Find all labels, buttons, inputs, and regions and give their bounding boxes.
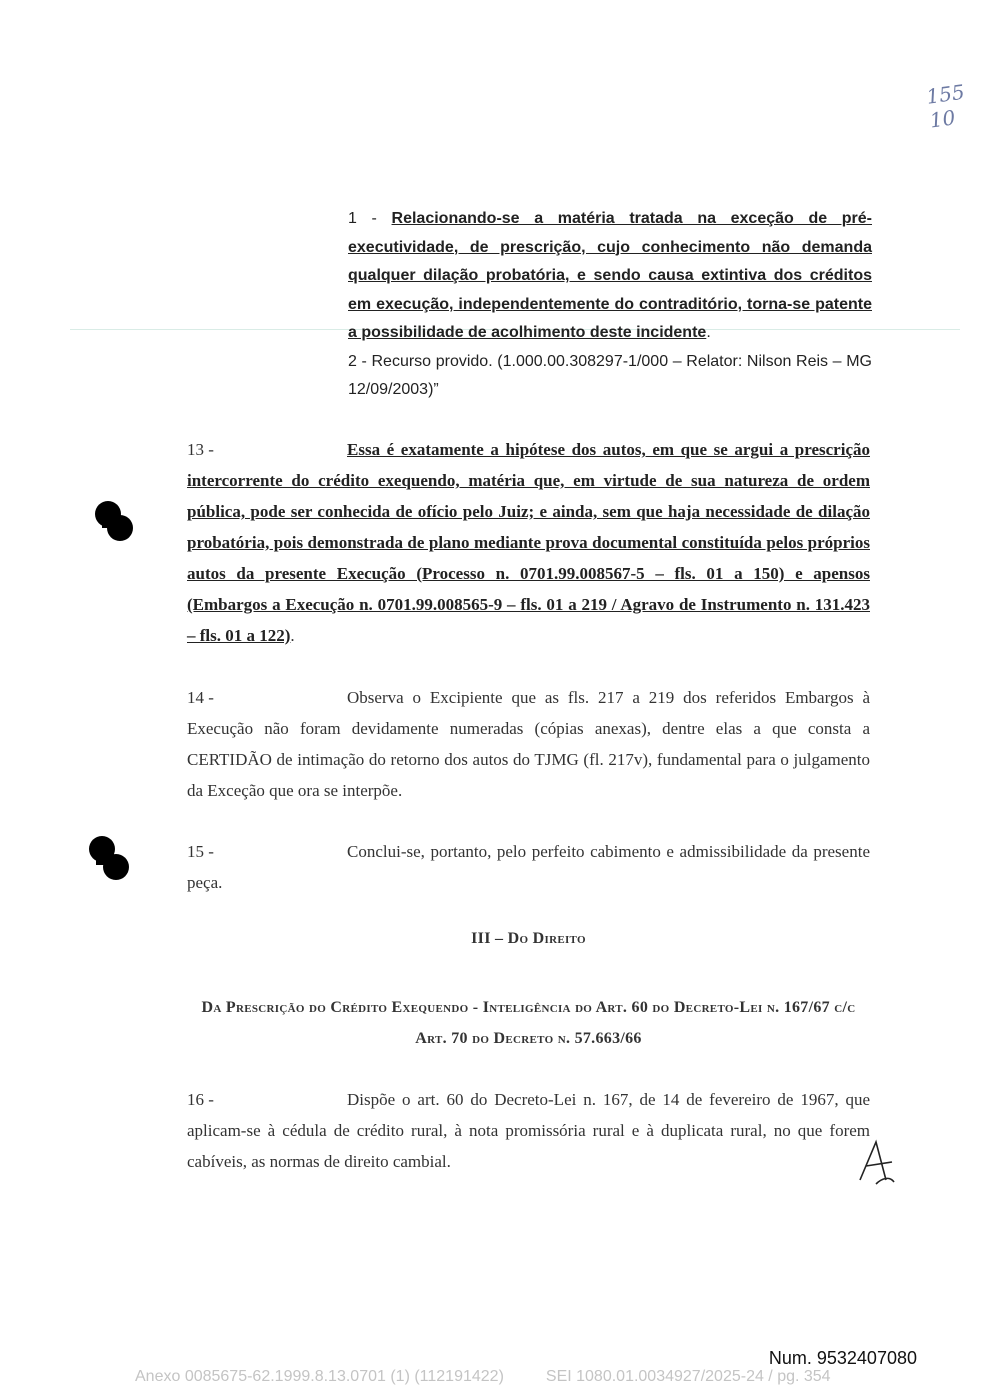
paragraph-number: 14 - (187, 688, 214, 707)
paragraph-15 (187, 836, 870, 898)
ink-blot-mark (86, 835, 138, 883)
sei-reference: SEI 1080.01.0034927/2025-24 / pg. 354 (545, 1368, 831, 1385)
handwritten-page-number (925, 79, 971, 132)
quote-item-2: 2 - Recurso provido. (1.000.00.308297-1/000 – Relator: Nilson Reis – MG 12/09/2003)” (348, 352, 872, 398)
quote-item-1-suffix: . (706, 324, 711, 342)
paragraph-text: Conclui-se, portanto, pelo perfeito cabimento e admissibilidade da presente peça. (187, 842, 870, 892)
quote-item-1 (348, 205, 872, 348)
paragraph-number: 13 - (187, 440, 214, 459)
paragraph-text: Essa é exatamente a hipótese dos autos, em que se argui a prescrição intercorrente do crédito exequendo, matéria que, em virtude de sua natureza de ordem pública, pode ser conhecida de ofício pelo Juiz; e ainda, sem que haja necessidade de dilação probatória, pois demonstrada de plano mediante prova documental constituída pelos próprios autos da presente Execução (Processo n. 0701.99.008567-5 – fls. 01 a 150) e apensos (Embargos a Execução n. 0701.99.008565-9 – fls. 01 a 219 / Agravo de Instrumento n. 131.423 – fls. 01 a 122) (187, 440, 870, 645)
handwritten-line-1: 155 (924, 79, 967, 109)
annex-reference: Anexo 0085675-62.1999.8.13.0701 (1) (112191422) (135, 1368, 504, 1385)
jurisprudence-quote (348, 205, 872, 404)
ink-blot-mark (92, 500, 144, 548)
paragraph-14 (187, 682, 870, 806)
handwritten-line-2: 10 (928, 105, 957, 133)
subsection-title: Da Prescrição do Crédito Exequendo - Inteligência do Art. 60 do Decreto-Lei n. 167/67 c/c Art. 70 do Decreto n. 57.663/66 (201, 999, 856, 1047)
paragraph-text: Dispõe o art. 60 do Decreto-Lei n. 167, de 14 de fevereiro de 1967, que aplicam-se à cédula de crédito rural, à nota promissória rural e à duplicata rural, no que forem cabíveis, as normas de direito cambial. (187, 1090, 870, 1171)
paragraph-16 (187, 1084, 870, 1177)
footer-reference (135, 1368, 831, 1386)
quote-item-1-prefix: 1 - (348, 210, 392, 227)
paragraph-13 (187, 434, 870, 651)
initials-signature (856, 1138, 898, 1186)
paragraph-text: Observa o Excipiente que as fls. 217 a 219 dos referidos Embargos à Execução não foram devidamente numeradas (cópias anexas), dentre elas a que consta a CERTIDÃO de intimação do retorno dos autos do TJMG (fl. 217v), fundamental para o julgamento da Exceção que ora se interpõe. (187, 688, 870, 800)
paragraph-suffix: . (290, 626, 295, 645)
quote-item-1-text: Relacionando-se a matéria tratada na exceção de pré-executividade, de prescrição, cujo conhecimento não demanda qualquer dilação probatória, e sendo causa extintiva dos créditos em execução, independentemente do contraditório, torna-se patente a possibilidade de acolhimento deste incidente (348, 210, 872, 342)
paragraph-number: 15 - (187, 842, 214, 861)
document-number: Num. 9532407080 (768, 1348, 917, 1368)
section-title: III – Do Direito (471, 930, 586, 947)
paragraph-number: 16 - (187, 1090, 214, 1109)
